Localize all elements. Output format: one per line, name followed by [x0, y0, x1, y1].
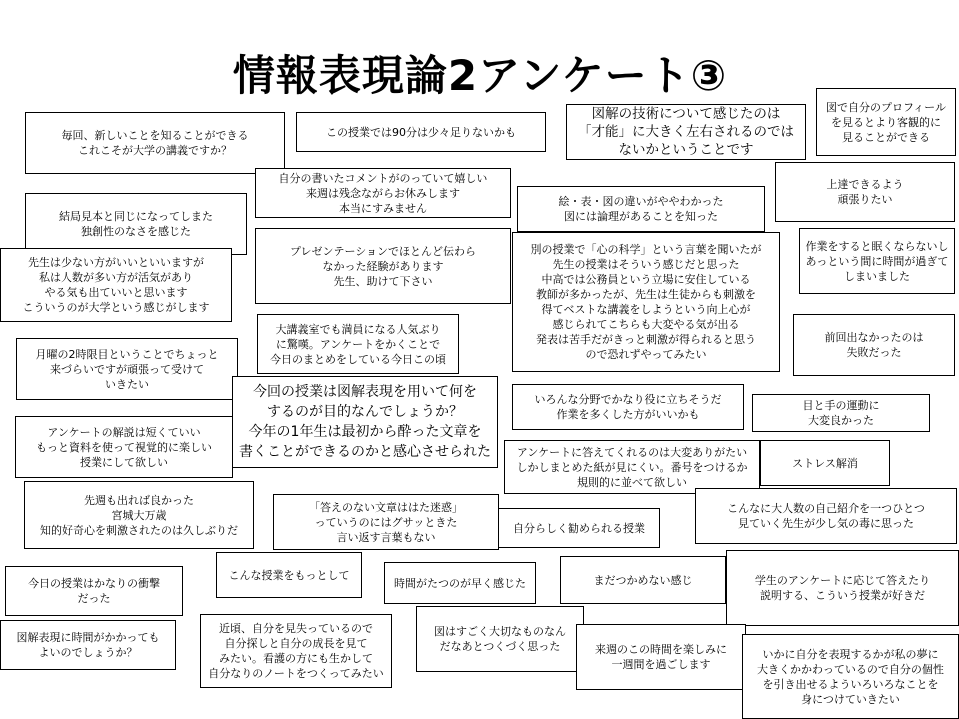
comment-line: なかった経験があります	[322, 259, 444, 273]
comment-line: 図解の技術について感じたのは	[591, 106, 781, 122]
comment-line: いろんな分野でかなり役に立ちそうだ	[534, 393, 722, 406]
comment-line: を見るとより客観的に	[831, 115, 941, 129]
comment-line: だなあとつくづく思った	[439, 640, 561, 653]
comment-line: 知的好奇心を刺激されたのは久しぶりだ	[40, 523, 238, 537]
comment-line: 先生、助けて下さい	[333, 274, 433, 288]
comment-card	[517, 186, 765, 232]
comment-line: この授業では90分は少々足りないかも	[326, 125, 516, 139]
page-title: 情報表現論2アンケート③	[232, 51, 728, 100]
comment-line: 来週のこの時間を楽しみに	[595, 643, 727, 656]
comment-card	[255, 168, 511, 218]
comment-line: 自分探しと自分の成長を見て	[224, 637, 368, 650]
comment-line: 言い返す言葉もない	[336, 530, 436, 544]
comment-line: だった	[77, 592, 111, 605]
comment-line: に驚嘆。アンケートをかくことで	[275, 337, 441, 351]
comment-card	[504, 440, 760, 494]
comment-card	[0, 620, 176, 670]
comment-card	[793, 314, 955, 376]
comment-line: するのが目的なんでしょうか？	[267, 404, 463, 420]
comment-line: よいのでしょうか？	[38, 646, 138, 659]
comment-card	[25, 112, 285, 174]
comment-line: 毎回、新しいことを知ることができる	[61, 129, 249, 142]
comment-card	[200, 614, 392, 688]
comment-card	[726, 550, 959, 626]
comment-line: 作業をすると眠くならないし	[805, 239, 949, 253]
comment-line: 自分らしく勧められる授業	[513, 521, 645, 535]
comment-line: 前回出なかったのは	[824, 331, 924, 344]
comment-line: アンケートに答えてくれるのは大変ありがたい	[516, 445, 748, 459]
comment-line: まだつかめない感じ	[593, 573, 693, 587]
comment-line: やる気も出ていいと思います	[44, 286, 188, 299]
comment-line: ないかということです	[618, 142, 754, 158]
comment-line: 説明する、こういう授業が好きだ	[760, 589, 925, 602]
comment-line: 教師が多かったが、先生は生徒からも刺激を	[536, 288, 756, 301]
comment-line: 書くことができるのかと感心させられた	[239, 444, 491, 460]
comment-line: みたい。看護の方にも生かして	[219, 652, 373, 665]
comment-line: 見ていく先生が少し気の毒に思った	[738, 517, 914, 530]
comment-line: あっという間に時間が過ぎて	[805, 254, 949, 268]
comment-card	[15, 416, 233, 478]
comment-line: もっと資料を使って視覚的に楽しい	[36, 440, 212, 454]
comment-line: 図解表現に時間がかかっても	[16, 631, 160, 644]
comment-line: 先週も出れば良かった	[84, 493, 194, 507]
comment-line: いきたい	[105, 377, 149, 391]
comment-line: 今回の授業は図解表現を用いて何を	[253, 384, 477, 400]
comment-line: 学生のアンケートに応じて答えたり	[754, 574, 931, 587]
comment-line: しかしまとめた紙が見にくい。番号をつけるか	[516, 460, 748, 474]
comment-line: ストレス解消	[792, 456, 858, 470]
comment-line: 独創性のなさを感じた	[81, 225, 191, 238]
comment-line: ので恐れずやってみたい	[585, 348, 707, 361]
comment-line: 上達できるよう	[826, 178, 904, 191]
comment-card	[752, 394, 930, 432]
comment-line: 来週は残念ながらお休みします	[306, 186, 460, 200]
comment-line: 今日の授業はかなりの衝撃	[28, 577, 160, 590]
comment-line: 頑張りたい	[837, 193, 893, 206]
comment-line: 結局見本と同じになってしまた	[59, 210, 213, 223]
comment-line: こんなに大人数の自己紹介を一つひとつ	[727, 502, 925, 515]
comment-line: 今日のまとめをしている今日この頃	[270, 352, 446, 366]
comment-line: っていうのにはグサッときた	[314, 515, 458, 529]
comment-card	[24, 481, 254, 549]
comment-line: 一週間を過ごします	[611, 658, 711, 671]
comment-card	[799, 228, 955, 294]
comment-card	[512, 384, 744, 430]
comment-line: いかに自分を表現するかが私の夢に	[762, 647, 939, 661]
comment-card	[816, 88, 956, 156]
comment-line: 「答えのない文章ははた迷惑」	[309, 500, 463, 514]
comment-line: 別の授業で「心の科学」という言葉を聞いたが	[530, 243, 762, 256]
comment-line: を引き出せるよういろいろなことを	[762, 677, 939, 691]
comment-line: 私は人数が多い方が活気があり	[39, 271, 193, 284]
comment-line: 自分なりのノートをつくってみたい	[208, 667, 384, 680]
comment-card	[5, 566, 183, 616]
comment-line: 規則的に並べて欲しい	[577, 475, 687, 489]
comment-line: これこそが大学の講義ですか？	[78, 144, 232, 157]
comment-line: プレゼンテーションでほとんど伝わら	[289, 244, 477, 258]
comment-line: こんな授業をもっとして	[228, 568, 350, 582]
comment-card	[775, 162, 955, 222]
comment-card	[742, 634, 959, 719]
comment-card	[498, 508, 660, 548]
comment-card	[25, 193, 247, 255]
comment-line: 先生の授業はそういう感じだと思った	[552, 258, 740, 271]
comment-line: 絵・表・図の違いがややわかった	[558, 195, 724, 208]
comment-card	[416, 606, 584, 672]
comment-card	[560, 556, 726, 604]
comment-card	[216, 552, 362, 598]
comment-line: 月曜の2時限目ということでちょっと	[35, 347, 219, 361]
comment-line: 「才能」に大きく左右されるのでは	[578, 124, 794, 140]
comment-line: 近頃、自分を見失っているので	[219, 622, 373, 635]
comment-line: 先生は少ない方がいいといいますが	[28, 256, 204, 269]
comment-line: 本当にすみません	[339, 201, 427, 215]
comment-card	[695, 488, 957, 544]
comment-card	[232, 376, 498, 468]
comment-line: 自分の書いたコメントがのっていて嬉しい	[278, 171, 488, 185]
comment-line: 得てベストな講義をしようという向上心が	[541, 303, 751, 316]
comment-card	[273, 494, 499, 550]
comment-card	[566, 104, 806, 160]
comment-line: アンケートの解説は短くていい	[47, 425, 201, 439]
comment-line: 作業を多くした方がいいかも	[556, 408, 700, 421]
comment-line: 今年の1年生は最初から酔った文章を	[248, 424, 482, 440]
comment-card	[16, 338, 238, 400]
comment-card	[257, 314, 459, 374]
comment-line: 目と手の運動に	[802, 399, 880, 412]
comment-line: 宮城大万歳	[111, 508, 167, 522]
comment-line: 大講義室でも満員になる人気ぶり	[275, 322, 441, 336]
comment-line: 失敗だった	[846, 346, 902, 359]
comment-card	[576, 624, 746, 690]
comment-card	[0, 248, 232, 322]
comment-line: 身につけていきたい	[801, 692, 900, 706]
comment-line: 時間がたつのが早く感じた	[394, 576, 526, 590]
comment-card	[512, 232, 780, 372]
comment-line: 図には論理があることを知った	[564, 210, 718, 223]
comment-line: 来づらいですが頑張って受けて	[50, 362, 204, 376]
comment-line: 大きくかかわっているので自分の個性	[757, 662, 944, 676]
comment-line: 図はすごく大切なものなん	[434, 625, 566, 638]
comment-line: 発表は苦手だがきっと刺激が得られると思う	[536, 333, 756, 346]
comment-line: 感じられてこちらも大変やる気が出る	[552, 318, 740, 331]
comment-card	[255, 228, 511, 304]
comment-line: 図で自分のプロフィール	[826, 100, 946, 114]
comment-line: しまいました	[844, 269, 910, 283]
comment-line: 授業にして欲しい	[80, 455, 168, 469]
comment-line: 中高では公務員という立場に安住している	[541, 273, 751, 286]
comment-line: 大変良かった	[808, 414, 874, 427]
comment-card	[760, 440, 890, 486]
comment-card	[384, 562, 536, 604]
comment-line: 見ることができる	[842, 130, 930, 144]
comment-card	[296, 112, 546, 152]
comment-line: こういうのが大学という感じがします	[22, 301, 210, 314]
